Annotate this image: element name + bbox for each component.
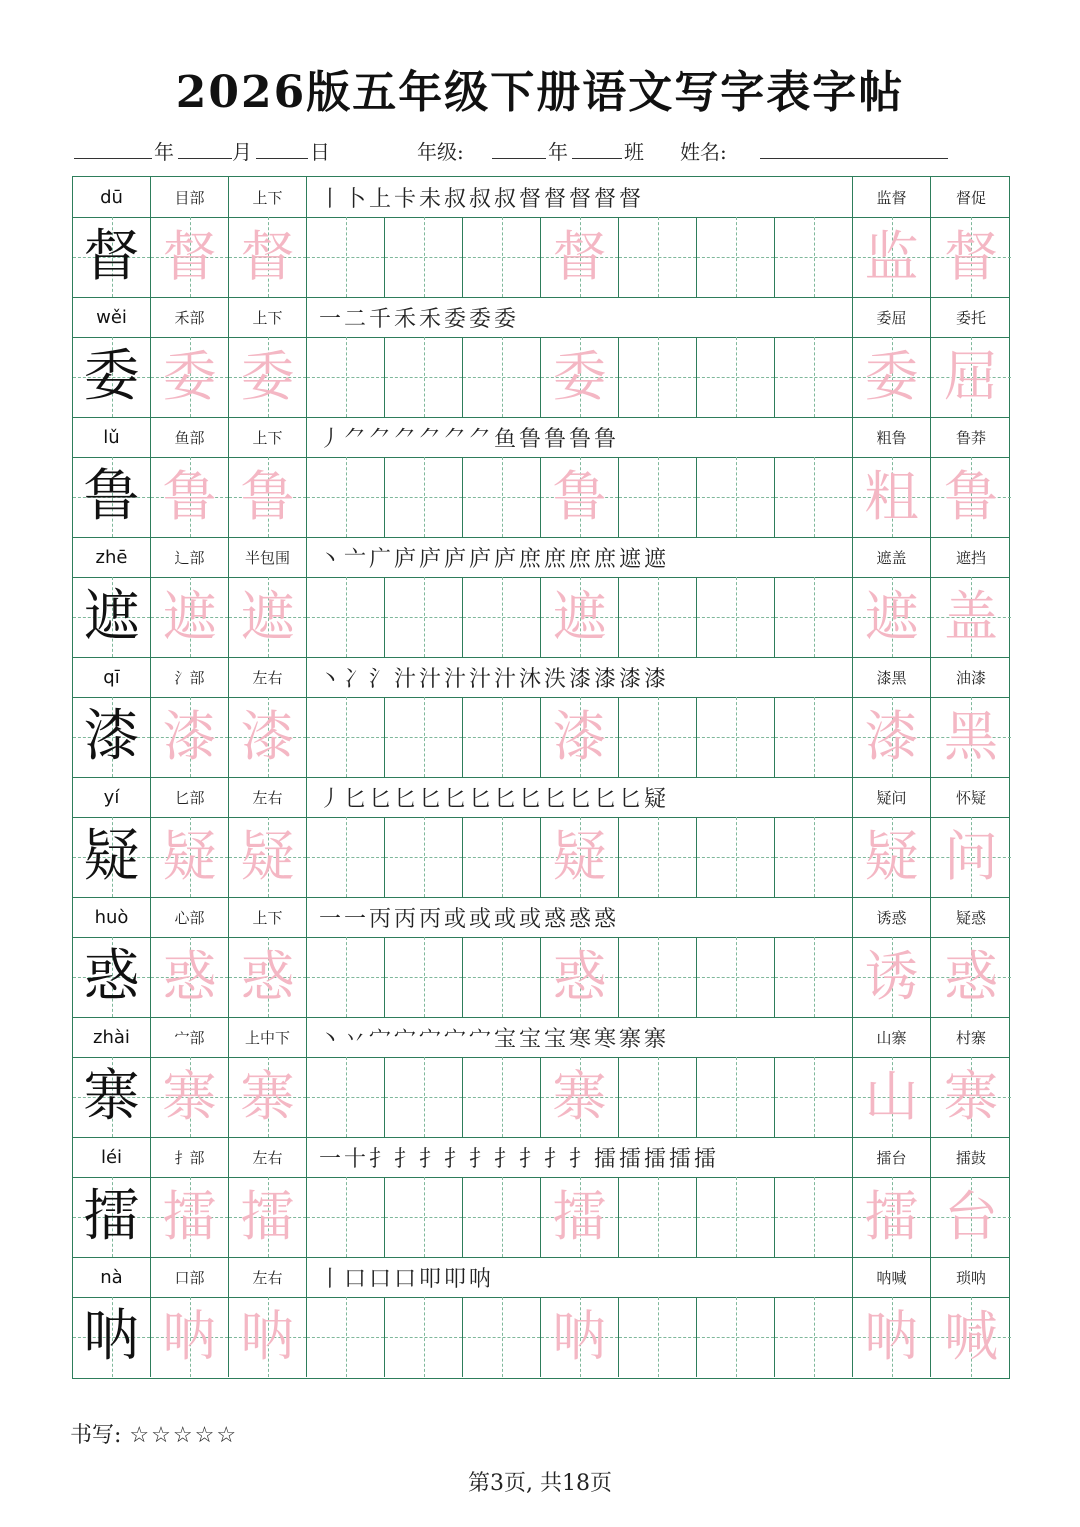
word-2: 擂鼓 <box>955 1148 986 1167</box>
practice-cell[interactable] <box>931 1297 1011 1377</box>
model-character: 擂 <box>83 1184 140 1249</box>
practice-cell[interactable] <box>229 577 307 657</box>
practice-cell[interactable] <box>73 1057 151 1137</box>
practice-sheet <box>72 176 1010 1379</box>
name-blank[interactable] <box>760 136 948 159</box>
practice-cell[interactable] <box>229 937 307 1017</box>
model-character: 委 <box>83 344 140 409</box>
example-character: 盖 <box>944 585 998 648</box>
practice-cell[interactable] <box>775 937 853 1017</box>
practice-cell[interactable] <box>463 217 541 297</box>
example-character: 呐 <box>864 1305 919 1368</box>
model-character: 寨 <box>83 1064 140 1129</box>
practice-cell[interactable] <box>307 937 385 1017</box>
practice-cell[interactable] <box>229 337 307 417</box>
practice-grid-row <box>73 577 1009 658</box>
structure: 半包围 <box>229 537 307 577</box>
practice-grid-row <box>73 457 1009 538</box>
example-character: 督 <box>944 225 998 288</box>
name-label: 姓名: <box>680 140 727 164</box>
practice-cell[interactable] <box>619 937 697 1017</box>
structure: 上下 <box>229 417 307 457</box>
word-2: 油漆 <box>955 668 986 687</box>
practice-cell[interactable] <box>463 1057 541 1137</box>
trace-character: 督 <box>162 225 217 288</box>
trace-character: 遮 <box>162 585 217 648</box>
word-1: 山寨 <box>853 1017 931 1057</box>
month-blank[interactable] <box>178 136 232 159</box>
practice-cell[interactable] <box>697 1057 775 1137</box>
practice-cell[interactable] <box>151 337 229 417</box>
trace-character: 惑 <box>162 945 217 1008</box>
practice-cell[interactable] <box>151 1297 229 1377</box>
example-character: 惑 <box>944 945 998 1008</box>
practice-cell[interactable] <box>307 217 385 297</box>
structure: 左右 <box>229 1257 307 1297</box>
practice-cell[interactable] <box>307 1297 385 1377</box>
practice-cell[interactable] <box>151 457 229 537</box>
example-character: 问 <box>944 825 998 888</box>
trace-character: 漆 <box>240 705 295 768</box>
practice-cell[interactable] <box>931 1177 1011 1257</box>
practice-cell[interactable] <box>463 1297 541 1377</box>
model-character: 疑 <box>83 824 140 889</box>
trace-character: 呐 <box>240 1305 295 1368</box>
practice-cell[interactable] <box>307 457 385 537</box>
word-2: 委托 <box>955 308 986 327</box>
practice-cell[interactable] <box>73 217 151 297</box>
word-2: 疑惑 <box>955 908 986 927</box>
year-blank[interactable] <box>74 136 152 159</box>
practice-cell[interactable] <box>775 577 853 657</box>
practice-cell[interactable] <box>775 817 853 897</box>
practice-cell[interactable] <box>931 337 1011 417</box>
char-info-row <box>73 1257 1009 1298</box>
practice-cell[interactable] <box>307 1177 385 1257</box>
grade-year-label: 年 <box>548 140 568 164</box>
practice-cell[interactable] <box>697 217 775 297</box>
grade-label: 年级: <box>417 140 464 164</box>
stroke-order: 丨卜上卡未叔叔叔督督督督督 <box>307 177 853 217</box>
class-blank[interactable] <box>572 136 622 159</box>
trace-character: 漆 <box>552 705 607 768</box>
practice-cell[interactable] <box>697 1297 775 1377</box>
trace-character: 擂 <box>552 1185 607 1248</box>
practice-grid-row <box>73 1057 1009 1138</box>
word-2: 琐呐 <box>955 1268 986 1287</box>
practice-cell[interactable] <box>853 577 931 657</box>
structure: 左右 <box>229 777 307 817</box>
practice-cell[interactable] <box>463 337 541 417</box>
radical: 禾部 <box>151 297 229 337</box>
practice-cell[interactable] <box>541 337 619 417</box>
practice-cell[interactable] <box>229 817 307 897</box>
practice-cell[interactable] <box>307 817 385 897</box>
practice-cell[interactable] <box>463 817 541 897</box>
practice-grid-row <box>73 337 1009 418</box>
practice-cell[interactable] <box>73 1177 151 1257</box>
practice-cell[interactable] <box>775 697 853 777</box>
practice-grid-row <box>73 937 1009 1018</box>
practice-cell[interactable] <box>697 337 775 417</box>
practice-cell[interactable] <box>697 457 775 537</box>
grade-blank[interactable] <box>492 136 546 159</box>
char-info-row <box>73 297 1009 338</box>
practice-cell[interactable] <box>307 337 385 417</box>
structure: 左右 <box>229 1137 307 1177</box>
trace-character: 遮 <box>552 585 607 648</box>
word-1: 委屈 <box>853 297 931 337</box>
practice-cell[interactable] <box>541 1177 619 1257</box>
practice-cell[interactable] <box>853 1057 931 1137</box>
model-character: 漆 <box>83 704 140 769</box>
practice-cell[interactable] <box>541 457 619 537</box>
year-label: 年 <box>154 140 174 164</box>
word-2: 村寨 <box>955 1028 986 1047</box>
day-blank[interactable] <box>256 136 308 159</box>
practice-cell[interactable] <box>463 577 541 657</box>
char-info-row <box>73 897 1009 938</box>
stroke-order: 丿⺈⺈⺈⺈⺈⺈鱼鲁鲁鲁鲁 <box>307 417 853 457</box>
practice-cell[interactable] <box>385 937 463 1017</box>
char-info-row <box>73 417 1009 458</box>
practice-cell[interactable] <box>775 1297 853 1377</box>
radical: 口部 <box>151 1257 229 1297</box>
trace-character: 疑 <box>240 825 295 888</box>
practice-cell[interactable] <box>151 577 229 657</box>
practice-cell[interactable] <box>775 1177 853 1257</box>
model-character: 鲁 <box>83 464 140 529</box>
char-info-row <box>73 777 1009 818</box>
practice-cell[interactable] <box>307 577 385 657</box>
practice-cell[interactable] <box>541 217 619 297</box>
pinyin: qī <box>73 657 151 697</box>
trace-character: 督 <box>240 225 295 288</box>
trace-character: 委 <box>552 345 607 408</box>
stroke-order: 丶丷宀宀宀宀宀宝宝宝寒寒寨寨 <box>307 1017 853 1057</box>
trace-character: 鲁 <box>162 465 217 528</box>
practice-cell[interactable] <box>697 697 775 777</box>
practice-grid-row <box>73 817 1009 898</box>
practice-cell[interactable] <box>619 1177 697 1257</box>
practice-cell[interactable] <box>151 1177 229 1257</box>
practice-cell[interactable] <box>619 1057 697 1137</box>
practice-cell[interactable] <box>775 337 853 417</box>
practice-cell[interactable] <box>619 577 697 657</box>
practice-cell[interactable] <box>229 457 307 537</box>
example-character: 台 <box>944 1185 998 1248</box>
stroke-order: 丿匕匕匕匕匕匕匕匕匕匕匕匕疑 <box>307 777 853 817</box>
char-info-row <box>73 657 1009 698</box>
model-character: 惑 <box>83 944 140 1009</box>
practice-cell[interactable] <box>151 217 229 297</box>
trace-character: 擂 <box>240 1185 295 1248</box>
pinyin: dū <box>73 177 151 217</box>
word-2: 遮挡 <box>955 548 986 567</box>
trace-character: 疑 <box>552 825 607 888</box>
practice-cell[interactable] <box>151 937 229 1017</box>
page-number: 第3页, 共18页 <box>468 1471 612 1496</box>
practice-cell[interactable] <box>541 577 619 657</box>
practice-cell[interactable] <box>619 457 697 537</box>
trace-character: 寨 <box>240 1065 295 1128</box>
example-character: 委 <box>864 345 919 408</box>
class-label: 班 <box>624 140 644 164</box>
radical: 匕部 <box>151 777 229 817</box>
structure: 上中下 <box>229 1017 307 1057</box>
page-title: 2026版五年级下册语文写字表字帖 <box>175 67 905 118</box>
example-character: 黑 <box>944 705 998 768</box>
word-1: 漆黑 <box>853 657 931 697</box>
practice-cell[interactable] <box>541 1057 619 1137</box>
pinyin: zhē <box>73 537 151 577</box>
model-character: 督 <box>83 224 140 289</box>
practice-cell[interactable] <box>853 937 931 1017</box>
radical: 辶部 <box>151 537 229 577</box>
structure: 上下 <box>229 897 307 937</box>
practice-cell[interactable] <box>151 817 229 897</box>
word-1: 诱惑 <box>853 897 931 937</box>
practice-cell[interactable] <box>931 457 1011 537</box>
model-character: 遮 <box>83 584 140 649</box>
practice-cell[interactable] <box>229 697 307 777</box>
char-info-row <box>73 1137 1009 1178</box>
practice-cell[interactable] <box>73 577 151 657</box>
practice-cell[interactable] <box>931 937 1011 1017</box>
practice-cell[interactable] <box>931 817 1011 897</box>
trace-character: 委 <box>240 345 295 408</box>
char-info-row <box>73 177 1009 218</box>
practice-cell[interactable] <box>73 937 151 1017</box>
pinyin: wěi <box>73 297 151 337</box>
trace-character: 鲁 <box>552 465 607 528</box>
example-character: 喊 <box>944 1305 998 1368</box>
example-character: 监 <box>864 225 919 288</box>
practice-cell[interactable] <box>151 697 229 777</box>
trace-character: 寨 <box>162 1065 217 1128</box>
word-1: 粗鲁 <box>853 417 931 457</box>
practice-cell[interactable] <box>229 1297 307 1377</box>
trace-character: 疑 <box>162 825 217 888</box>
structure: 左右 <box>229 657 307 697</box>
practice-cell[interactable] <box>853 697 931 777</box>
example-character: 粗 <box>864 465 919 528</box>
practice-cell[interactable] <box>385 457 463 537</box>
stroke-order: 丶亠广庐庐庐庐庐庶庶庶庶遮遮 <box>307 537 853 577</box>
practice-cell[interactable] <box>853 817 931 897</box>
char-info-row <box>73 537 1009 578</box>
radical: 鱼部 <box>151 417 229 457</box>
practice-cell[interactable] <box>229 217 307 297</box>
practice-cell[interactable] <box>385 577 463 657</box>
char-info-row <box>73 1017 1009 1058</box>
practice-cell[interactable] <box>385 817 463 897</box>
example-character: 漆 <box>864 705 919 768</box>
practice-cell[interactable] <box>931 217 1011 297</box>
practice-cell[interactable] <box>697 937 775 1017</box>
practice-cell[interactable] <box>463 457 541 537</box>
practice-cell[interactable] <box>931 1057 1011 1137</box>
example-character: 山 <box>864 1065 919 1128</box>
trace-character: 惑 <box>240 945 295 1008</box>
practice-cell[interactable] <box>853 217 931 297</box>
pinyin: zhài <box>73 1017 151 1057</box>
pinyin: huò <box>73 897 151 937</box>
stroke-order: 一一丙丙丙或或或或惑惑惑 <box>307 897 853 937</box>
example-character: 遮 <box>864 585 919 648</box>
word-2: 鲁莽 <box>955 428 986 447</box>
practice-cell[interactable] <box>853 1297 931 1377</box>
practice-cell[interactable] <box>697 1177 775 1257</box>
practice-cell[interactable] <box>73 337 151 417</box>
practice-cell[interactable] <box>775 1057 853 1137</box>
practice-cell[interactable] <box>229 1177 307 1257</box>
trace-character: 漆 <box>162 705 217 768</box>
radical: 心部 <box>151 897 229 937</box>
practice-cell[interactable] <box>73 817 151 897</box>
practice-cell[interactable] <box>385 697 463 777</box>
pinyin: léi <box>73 1137 151 1177</box>
trace-character: 呐 <box>162 1305 217 1368</box>
practice-cell[interactable] <box>73 457 151 537</box>
practice-cell[interactable] <box>619 1297 697 1377</box>
practice-cell[interactable] <box>619 217 697 297</box>
practice-cell[interactable] <box>541 1297 619 1377</box>
structure: 上下 <box>229 297 307 337</box>
month-label: 月 <box>232 140 252 164</box>
radical: 目部 <box>151 177 229 217</box>
radical: 宀部 <box>151 1017 229 1057</box>
stroke-order: 一十扌扌扌扌扌扌扌扌扌擂擂擂擂擂 <box>307 1137 853 1177</box>
radical: 氵部 <box>151 657 229 697</box>
rating-label: 书写: <box>70 1423 122 1448</box>
day-label: 日 <box>310 140 330 164</box>
practice-cell[interactable] <box>697 577 775 657</box>
practice-cell[interactable] <box>307 697 385 777</box>
practice-grid-row <box>73 697 1009 778</box>
practice-cell[interactable] <box>385 217 463 297</box>
practice-cell[interactable] <box>775 217 853 297</box>
trace-character: 委 <box>162 345 217 408</box>
trace-character: 鲁 <box>240 465 295 528</box>
practice-cell[interactable] <box>619 697 697 777</box>
word-1: 擂台 <box>853 1137 931 1177</box>
practice-cell[interactable] <box>385 1177 463 1257</box>
example-character: 诱 <box>864 945 919 1008</box>
example-character: 疑 <box>864 825 919 888</box>
practice-cell[interactable] <box>307 1057 385 1137</box>
practice-cell[interactable] <box>385 337 463 417</box>
practice-cell[interactable] <box>385 1057 463 1137</box>
trace-character: 督 <box>552 225 607 288</box>
rating-stars[interactable]: ☆☆☆☆☆ <box>129 1423 239 1448</box>
example-character: 擂 <box>864 1185 919 1248</box>
trace-character: 遮 <box>240 585 295 648</box>
stroke-order: 丨口口口叩叩呐 <box>307 1257 853 1297</box>
practice-cell[interactable] <box>853 337 931 417</box>
word-1: 监督 <box>853 177 931 217</box>
practice-cell[interactable] <box>853 457 931 537</box>
pinyin: nà <box>73 1257 151 1297</box>
practice-grid-row <box>73 217 1009 298</box>
structure: 上下 <box>229 177 307 217</box>
word-2: 怀疑 <box>955 788 986 807</box>
example-character: 寨 <box>944 1065 998 1128</box>
student-info <box>72 136 1012 168</box>
trace-character: 擂 <box>162 1185 217 1248</box>
practice-cell[interactable] <box>697 817 775 897</box>
practice-cell[interactable] <box>541 817 619 897</box>
practice-cell[interactable] <box>931 577 1011 657</box>
stroke-order: 丶冫氵汁汁汁汁汁沐泆漆漆漆漆 <box>307 657 853 697</box>
practice-cell[interactable] <box>775 457 853 537</box>
practice-cell[interactable] <box>463 697 541 777</box>
practice-cell[interactable] <box>541 937 619 1017</box>
practice-grid-row <box>73 1177 1009 1258</box>
pinyin: yí <box>73 777 151 817</box>
practice-cell[interactable] <box>463 937 541 1017</box>
practice-cell[interactable] <box>385 1297 463 1377</box>
example-character: 鲁 <box>944 465 998 528</box>
practice-cell[interactable] <box>619 337 697 417</box>
example-character: 屈 <box>944 345 998 408</box>
word-1: 遮盖 <box>853 537 931 577</box>
practice-cell[interactable] <box>73 1297 151 1377</box>
practice-cell[interactable] <box>541 697 619 777</box>
practice-cell[interactable] <box>463 1177 541 1257</box>
practice-grid-row <box>73 1297 1009 1377</box>
stroke-order: 一二千禾禾委委委 <box>307 297 853 337</box>
word-1: 呐喊 <box>853 1257 931 1297</box>
practice-cell[interactable] <box>229 1057 307 1137</box>
model-character: 呐 <box>83 1304 140 1369</box>
radical: 扌部 <box>151 1137 229 1177</box>
trace-character: 呐 <box>552 1305 607 1368</box>
trace-character: 惑 <box>552 945 607 1008</box>
trace-character: 寨 <box>552 1065 607 1128</box>
practice-cell[interactable] <box>619 817 697 897</box>
practice-cell[interactable] <box>73 697 151 777</box>
practice-cell[interactable] <box>931 697 1011 777</box>
writing-rating <box>70 1418 238 1449</box>
word-1: 疑问 <box>853 777 931 817</box>
word-2: 督促 <box>955 188 986 207</box>
pinyin: lǔ <box>73 417 151 457</box>
practice-cell[interactable] <box>151 1057 229 1137</box>
practice-cell[interactable] <box>853 1177 931 1257</box>
